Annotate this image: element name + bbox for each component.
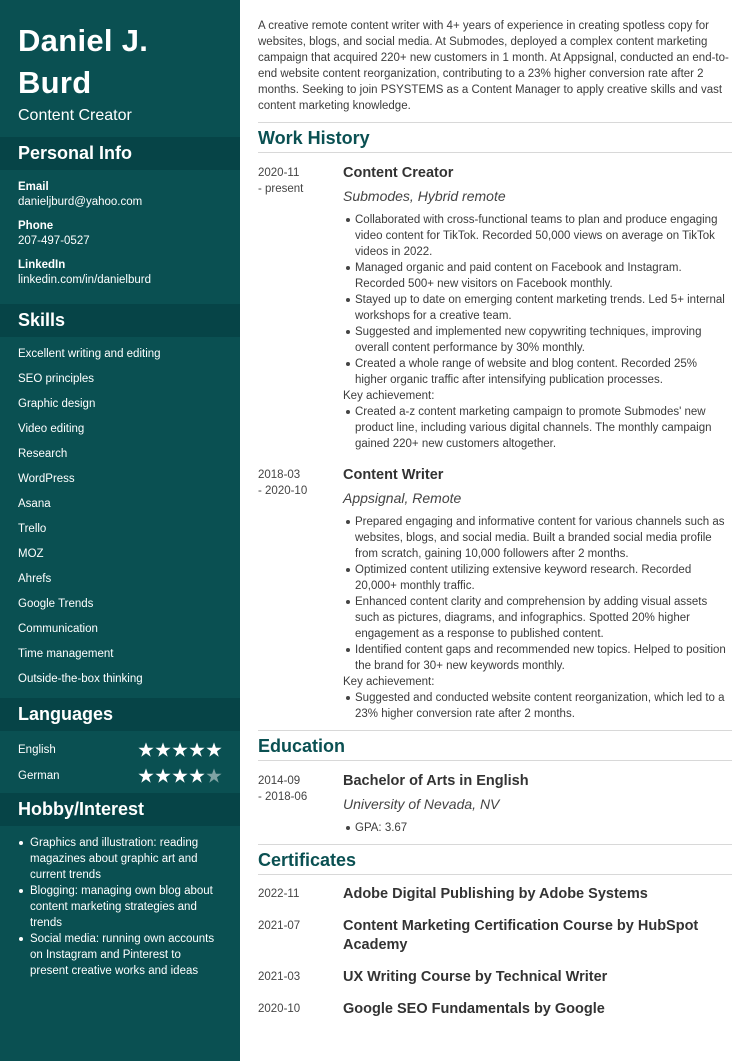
personal-info-heading: Personal Info — [0, 137, 240, 170]
certificate-title: Adobe Digital Publishing by Adobe Systems — [343, 886, 648, 902]
job-bullets — [343, 514, 732, 674]
job-bullet: Optimized content utilizing extensive keyword research. Recorded 20,000+ monthly traffic. — [343, 562, 732, 594]
skill-item: Video editing — [18, 423, 85, 435]
job-body — [343, 163, 732, 452]
star-empty-icon — [206, 768, 222, 784]
skill-item: Research — [18, 448, 68, 460]
job-dates — [258, 163, 343, 452]
certificates-heading: Certificates — [258, 844, 732, 875]
job-title: Content Creator — [343, 165, 454, 181]
education-degree: Bachelor of Arts in English — [343, 773, 529, 789]
candidate-name — [0, 0, 240, 104]
certificate-date: 2021-03 — [258, 971, 301, 983]
education-body — [343, 771, 732, 836]
hobby-list — [0, 826, 240, 979]
education-date-end: - 2018-06 — [258, 791, 308, 803]
job-dates — [258, 465, 343, 722]
education-school: University of Nevada, NV — [343, 796, 500, 812]
sidebar — [0, 0, 240, 1061]
star-filled-icon — [189, 742, 205, 758]
skill-item: Outside-the-box thinking — [18, 673, 143, 685]
linkedin-value[interactable]: linkedin.com/in/danielburd — [18, 274, 151, 286]
hobby-heading: Hobby/Interest — [0, 793, 240, 826]
key-achievement-bullets — [343, 404, 732, 452]
key-achievement-bullet: Suggested and conducted website content reorganization, which led to a 23% higher conversion rate after 2 months. — [343, 690, 732, 722]
certificate-title: Content Marketing Certification Course by HubSpot Academy — [343, 918, 699, 953]
language-row — [18, 737, 222, 763]
email-label: Email — [18, 181, 49, 193]
job-bullet: Suggested and implemented new copywriting techniques, improving overall content performance by 30% monthly. — [343, 324, 732, 356]
job-bullet: Stayed up to date on emerging content marketing trends. Led 5+ internal workshops for a creative team. — [343, 292, 732, 324]
education-entry — [258, 761, 732, 836]
candidate-title: Content Creator — [18, 107, 132, 124]
phone-label: Phone — [18, 220, 54, 232]
education-date-start: 2014-09 — [258, 775, 301, 787]
main-content — [258, 0, 732, 1019]
key-achievement-bullets — [343, 690, 732, 722]
skills-heading: Skills — [0, 304, 240, 337]
education-dates — [258, 771, 343, 836]
job-title: Content Writer — [343, 467, 444, 483]
certificate-date: 2022-11 — [258, 888, 300, 900]
skill-item: Graphic design — [18, 398, 96, 410]
key-achievement-label: Key achievement: — [343, 390, 435, 402]
certificate-title: UX Writing Course by Technical Writer — [343, 969, 608, 985]
email-value[interactable]: danieljburd@yahoo.com — [18, 196, 143, 208]
certificate-entry — [258, 1000, 732, 1019]
skill-item: Asana — [18, 498, 51, 510]
skill-item: Trello — [18, 523, 47, 535]
skill-item: Ahrefs — [18, 573, 52, 585]
language-row — [18, 763, 222, 789]
job-date-end: - 2020-10 — [258, 485, 308, 497]
name-line-1: Daniel J. — [18, 23, 149, 58]
skill-item: Communication — [18, 623, 98, 635]
certificate-entry — [258, 968, 732, 987]
star-filled-icon — [206, 742, 222, 758]
job-bullet: Prepared engaging and informative content for various channels such as websites, blogs, and social media. Built a branded social media profile from scratch, gaining 10,000 followers after 2 months. — [343, 514, 732, 562]
job-bullet: Managed organic and paid content on Facebook and Instagram. Recorded 500+ new visitors on Facebook monthly. — [343, 260, 732, 292]
star-filled-icon — [172, 768, 188, 784]
skills-list — [0, 337, 240, 698]
job-body — [343, 465, 732, 722]
job-bullets — [343, 212, 732, 388]
star-filled-icon — [189, 768, 205, 784]
language-name: English — [18, 744, 56, 756]
education-heading: Education — [258, 730, 732, 761]
language-rating — [138, 742, 222, 758]
skill-item: MOZ — [18, 548, 44, 560]
job-bullet: Collaborated with cross-functional teams to plan and produce engaging video content for TikTok. Recorded 50,000 views on average on TikTok videos in 2022. — [343, 212, 732, 260]
key-achievement-bullet: Created a-z content marketing campaign to promote Submodes' new product line, including various digital channels. The monthly campaign gained 220+ new customers altogether. — [343, 404, 732, 452]
skill-item: Google Trends — [18, 598, 94, 610]
hobby-item: Blogging: managing own blog about content marketing strategies and trends — [18, 883, 222, 931]
job-bullet: Identified content gaps and recommended new topics. Helped to position the brand for 30+ new keywords monthly. — [343, 642, 732, 674]
skill-item: Time management — [18, 648, 114, 660]
job-bullet: Enhanced content clarity and comprehension by adding visual assets such as pictures, diagrams, and infographics. Spotted 20% higher engagement as a response to published content. — [343, 594, 732, 642]
languages-list — [0, 731, 240, 793]
skill-item: WordPress — [18, 473, 75, 485]
star-filled-icon — [155, 742, 171, 758]
name-line-2: Burd — [18, 65, 92, 100]
certificate-entry — [258, 885, 732, 904]
language-name: German — [18, 770, 60, 782]
job-entry — [258, 153, 732, 452]
certificate-entry — [258, 917, 732, 955]
certificate-date: 2020-10 — [258, 1003, 301, 1015]
key-achievement-label: Key achievement: — [343, 676, 435, 688]
star-filled-icon — [155, 768, 171, 784]
hobby-item: Graphics and illustration: reading magazines about graphic art and current trends — [18, 835, 222, 883]
job-entry — [258, 452, 732, 722]
job-bullet: Created a whole range of website and blog content. Recorded 25% higher organic traffic after intensifying publication processes. — [343, 356, 732, 388]
skill-item: SEO principles — [18, 373, 95, 385]
personal-info — [0, 170, 240, 294]
skill-item: Excellent writing and editing — [18, 348, 161, 360]
work-history-heading: Work History — [258, 122, 732, 153]
star-filled-icon — [172, 742, 188, 758]
job-date-start: 2020-11 — [258, 167, 300, 179]
education-details — [343, 820, 732, 836]
hobby-item: Social media: running own accounts on Instagram and Pinterest to present creative works and ideas — [18, 931, 222, 979]
language-rating — [138, 768, 222, 784]
languages-heading: Languages — [0, 698, 240, 731]
job-date-end: - present — [258, 183, 304, 195]
summary: A creative remote content writer with 4+ years of experience in creating spotless copy for websites, blogs, and social media. At Submodes, deployed a complex content marketing campaign that acquired 220+ new customers in 1 month. At Appsignal, conducted an end-to-end website content reorganization, contributing to a 23% higher conversion rate after 2 months. Seeking to join PSYSTEMS as a Content Manager to apply creative skills and vast content marketing knowledge. — [258, 20, 729, 112]
job-date-start: 2018-03 — [258, 469, 301, 481]
education-gpa: GPA: 3.67 — [343, 820, 732, 836]
linkedin-label: LinkedIn — [18, 259, 66, 271]
certificate-date: 2021-07 — [258, 920, 301, 932]
job-company: Submodes, Hybrid remote — [343, 188, 506, 204]
star-filled-icon — [138, 742, 154, 758]
certificate-title: Google SEO Fundamentals by Google — [343, 1001, 605, 1017]
phone-value[interactable]: 207-497-0527 — [18, 235, 90, 247]
star-filled-icon — [138, 768, 154, 784]
job-company: Appsignal, Remote — [343, 490, 462, 506]
